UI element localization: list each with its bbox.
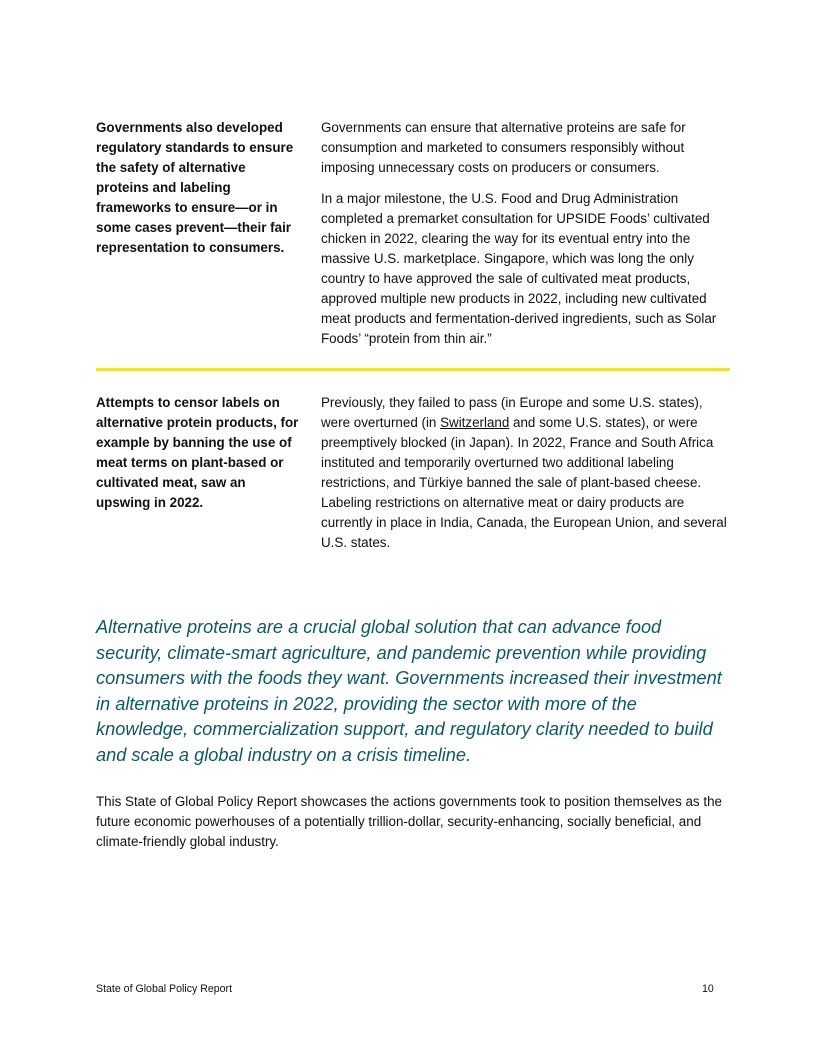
section-divider — [96, 368, 730, 371]
section-lead-text: Governments also developed regulatory standards to ensure the safety of alternative proteins and labeling frameworks to ensure—or in some cases prevent—their fair representation to consumers. — [96, 120, 294, 255]
body-paragraph: In a major milestone, the U.S. Food and Drug Administration completed a premarket consultation for UPSIDE Foods’ cultivated chicken in 2022, clearing the way for its eventual entry into the massive U.S. marketplace. Singapore, which was long the only country to have approved the sale of cultivated meat products, approved multiple new products in 2022, including new cultivated meat products and fermentation-derived ingredients, such as Solar Foods’ “protein from thin air.” — [321, 191, 717, 346]
regulatory-standards-section — [96, 118, 730, 358]
body-paragraph — [321, 393, 731, 553]
labeling-censorship-section — [96, 393, 730, 563]
body-text: and some U.S. states), or were preemptively blocked (in Japan). In 2022, France and South Africa instituted and temporarily overturned two additional labeling restrictions, and Türkiye banned the sale of plant-based cheese. Labeling restrictions on alternative meat or dairy products are currently in place in India, Canada, the European Union, and several U.S. states. — [321, 415, 727, 550]
page-number: 10 — [702, 983, 714, 995]
summary-paragraph: This State of Global Policy Report showcases the actions governments took to position themselves as the future economic powerhouses of a potentially trillion-dollar, security-enhancing, socially beneficial, and climate-friendly global industry. — [96, 794, 722, 849]
footer-report-title: State of Global Policy Report — [96, 983, 233, 995]
section-body — [321, 118, 731, 360]
pull-quote: Alternative proteins are a crucial global solution that can advance food security, climate-smart agriculture, and pandemic prevention while providing consumers with the foods they want. Governments increased their investment in alternative proteins in 2022, providing the sector with more of the knowledge, commercialization support, and regulatory clarity needed to build and scale a global industry on a crisis timeline. — [96, 617, 722, 765]
section-lead-text: Attempts to censor labels on alternative protein products, for example by banning the use of meat terms on plant-based or cultivated meat, saw an upswing in 2022. — [96, 395, 299, 510]
body-paragraph: Governments can ensure that alternative proteins are safe for consumption and marketed to consumers responsibly without imposing unnecessary costs on producers or consumers. — [321, 120, 686, 175]
body-text: Previously, they failed to pass (in Europe and some U.S. states), were overturned (in — [321, 395, 703, 430]
section-body — [321, 393, 731, 564]
switzerland-link[interactable]: Switzerland — [440, 415, 510, 430]
